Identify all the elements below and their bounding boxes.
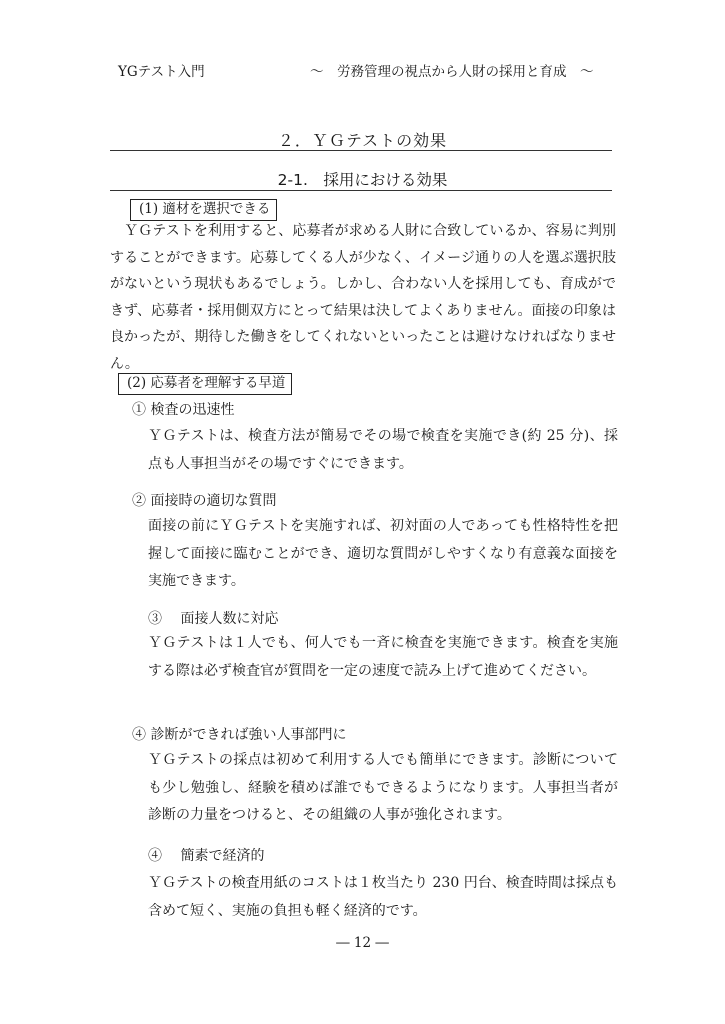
item-body-4: ＹＧテストの採点は初めて利用する人でも簡単にできます。診断についても少し勉強し、経験を積めば誰でもできるようになります。人事担当者が診断の力量をつけると、その組織の人事が強化されます。: [148, 752, 618, 823]
item-body-3: ＹＧテストは１人でも、何人でも一斉に検査を実施できます。検査を実施する際は必ず検査官が質問を一定の速度で読み上げて進めてください。: [148, 635, 618, 679]
running-header-left: YGテスト入門: [118, 64, 205, 80]
subsection-title: 2-1. 採用における効果: [277, 171, 448, 189]
block-heading-1: (1) 適材を選択できる: [130, 199, 277, 221]
item-body-5: ＹＧテストの検査用紙のコストは１枚当たり 230 円台、検査時間は採点も含めて短く、実施の負担も軽く経済的です。: [148, 875, 618, 919]
item-title-4: ④ 診断ができれば強い人事部門に: [132, 727, 347, 743]
item-body-1: ＹＧテストは、検査方法が簡易でその場で検査を実施でき(約 25 分)、採点も人事担当がその場ですぐにできます。: [148, 428, 618, 472]
item-body-2: 面接の前にＹＧテストを実施すれば、初対面の人であっても性格特性を把握して面接に臨むことができ、適切な質問がしやすくなり有意義な面接を実施できます。: [148, 518, 618, 589]
item-title-2: ② 面接時の適切な質問: [132, 493, 277, 509]
page-number: ― 12 ―: [336, 935, 389, 951]
section-divider: [110, 150, 612, 151]
block-paragraph-1: ＹＧテストを利用すると、応募者が求める人財に合致しているか、容易に判別することができます。応募してくる人が少なく、イメージ通りの人を選ぶ選択肢がないという現状もあるでしょう。しかし、合わない人を採用しても、育成ができず、応募者・採用側双方にとって結果は決してよくありません。面接の印象は良かったが、期待した働きをしてくれないといったことは避けなければなりません。: [110, 223, 616, 372]
item-title-3: ③ 面接人数に対応: [148, 611, 279, 627]
subsection-divider: [110, 190, 612, 191]
section-title: ２．ＹＧテストの効果: [277, 131, 448, 150]
running-header-right: ～ 労務管理の視点から人財の採用と育成 ～: [310, 64, 594, 80]
block-heading-2: (2) 応募者を理解する早道: [118, 373, 292, 395]
item-title-1: ① 検査の迅速性: [132, 402, 235, 418]
item-title-5: ④ 簡素で経済的: [148, 848, 265, 864]
